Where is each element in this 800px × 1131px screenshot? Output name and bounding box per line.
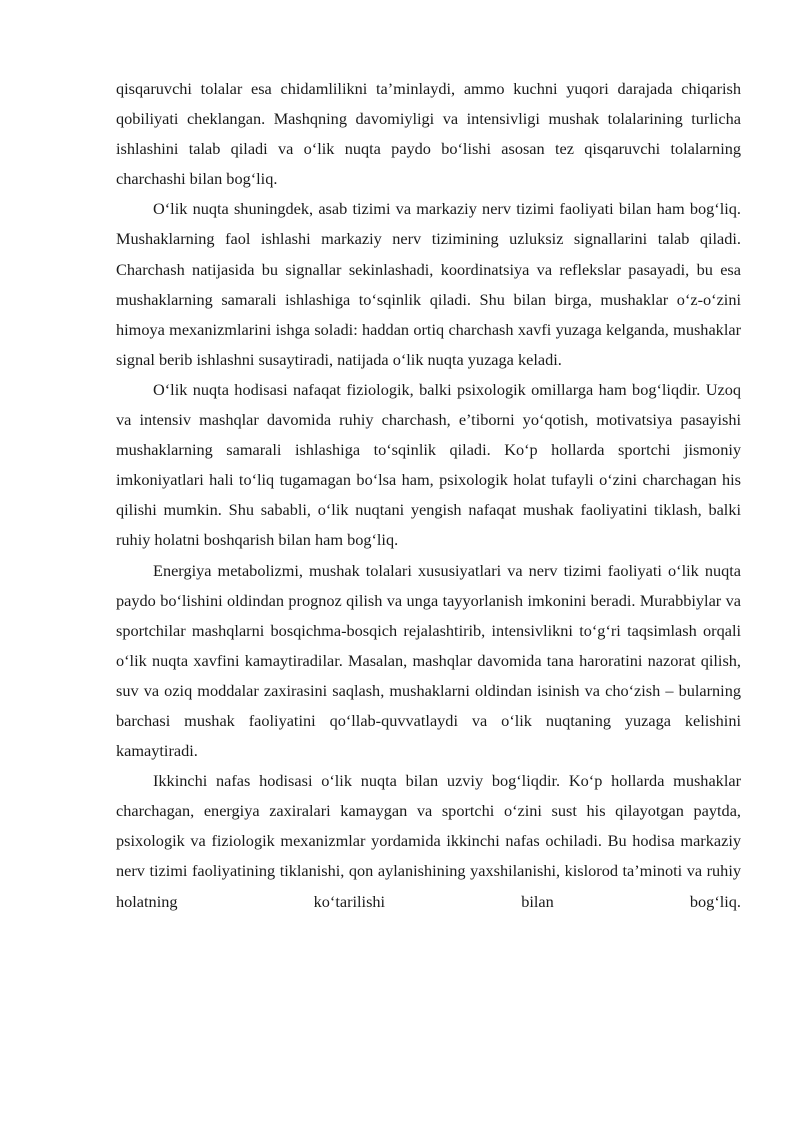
- paragraph-continuation: qisqaruvchi tolalar esa chidamlilikni ta’minlaydi, ammo kuchni yuqori darajada chiqarish qobiliyati cheklangan. Mashqning davomiyligi va intensivligi mushak tolalarining turlicha ishlashini talab qiladi va o‘lik nuqta paydo bo‘lishi asosan tez qisqaruvchi tolalarning charchashi bilan bog‘liq.: [116, 79, 741, 189]
- paragraph-psychological-factors: O‘lik nuqta hodisasi nafaqat fiziologik, balki psixologik omillarga ham bog‘liqdir. Uzoq va intensiv mashqlar davomida ruhiy charchash, e’tiborni yo‘qotish, motivatsiya pasayishi mushaklarning samarali ishlashiga to‘sqinlik qiladi. Ko‘p hollarda sportchi jismoniy imkoniyatlari hali to‘liq tugamagan bo‘lsa ham, psixologik holat tufayli o‘zini charchagan his qilishi mumkin. Shu sababli, o‘lik nuqtani yengish nafaqat mushak faoliyatini tiklash, balki ruhiy holatni boshqarish bilan ham bog‘liq.: [116, 379, 741, 550]
- paragraph-nervous-system: O‘lik nuqta shuningdek, asab tizimi va markaziy nerv tizimi faoliyati bilan ham bog‘liq. Mushaklarning faol ishlashi markaziy nerv tizimining uzluksiz signallarini talab qiladi. Charchash natijasida bu signallar sekinlashadi, koordinatsiya va reflekslar pasayadi, bu esa mushaklarning samarali ishlashiga to‘sqinlik qiladi. Shu bilan birga, mushaklar o‘z-o‘zini himoya mexanizmlarini ishga soladi: haddan ortiq charchash xavfi yuzaga kelganda, mushaklar signal berib ishlashni susaytiradi, natijada o‘lik nuqta yuzaga keladi.: [116, 199, 741, 369]
- paragraph-energy-metabolism: Energiya metabolizmi, mushak tolalari xususiyatlari va nerv tizimi faoliyati o‘lik nuqta paydo bo‘lishini oldindan prognoz qilish va unga tayyorlanish imkonini beradi. Murabbiylar va sportchilar mashqlarni bosqichma-bosqich rejalashtirib, intensivlikni to‘g‘ri taqsimlash orqali o‘lik nuqta xavfini kamaytiradilar. Masalan, mashqlar davomida tana haroratini nazorat qilish, suv va oziq moddalar zaxirasini saqlash, mushaklarni oldindan isinish va cho‘zish – bularning barchasi mushak faoliyatini qo‘llab-quvvatlaydi va o‘lik nuqtaning yuzaga kelishini kamaytiradi.: [116, 560, 741, 761]
- paragraph-second-wind: Ikkinchi nafas hodisasi o‘lik nuqta bilan uzviy bog‘liqdir. Ko‘p hollarda mushaklar charchagan, energiya zaxiralari kamaygan va sportchi o‘zini sust his qilayotgan paytda, psixologik va fiziologik mexanizmlar yordamida ikkinchi nafas ochiladi. Bu hodisa markaziy nerv tizimi faoliyatining tiklanishi, qon aylanishining yaxshilanishi, kislorod ta’minoti va ruhiy holatning ko‘tarilishi bilan bog‘liq.: [116, 771, 741, 911]
- document-page: [116, 74, 741, 917]
